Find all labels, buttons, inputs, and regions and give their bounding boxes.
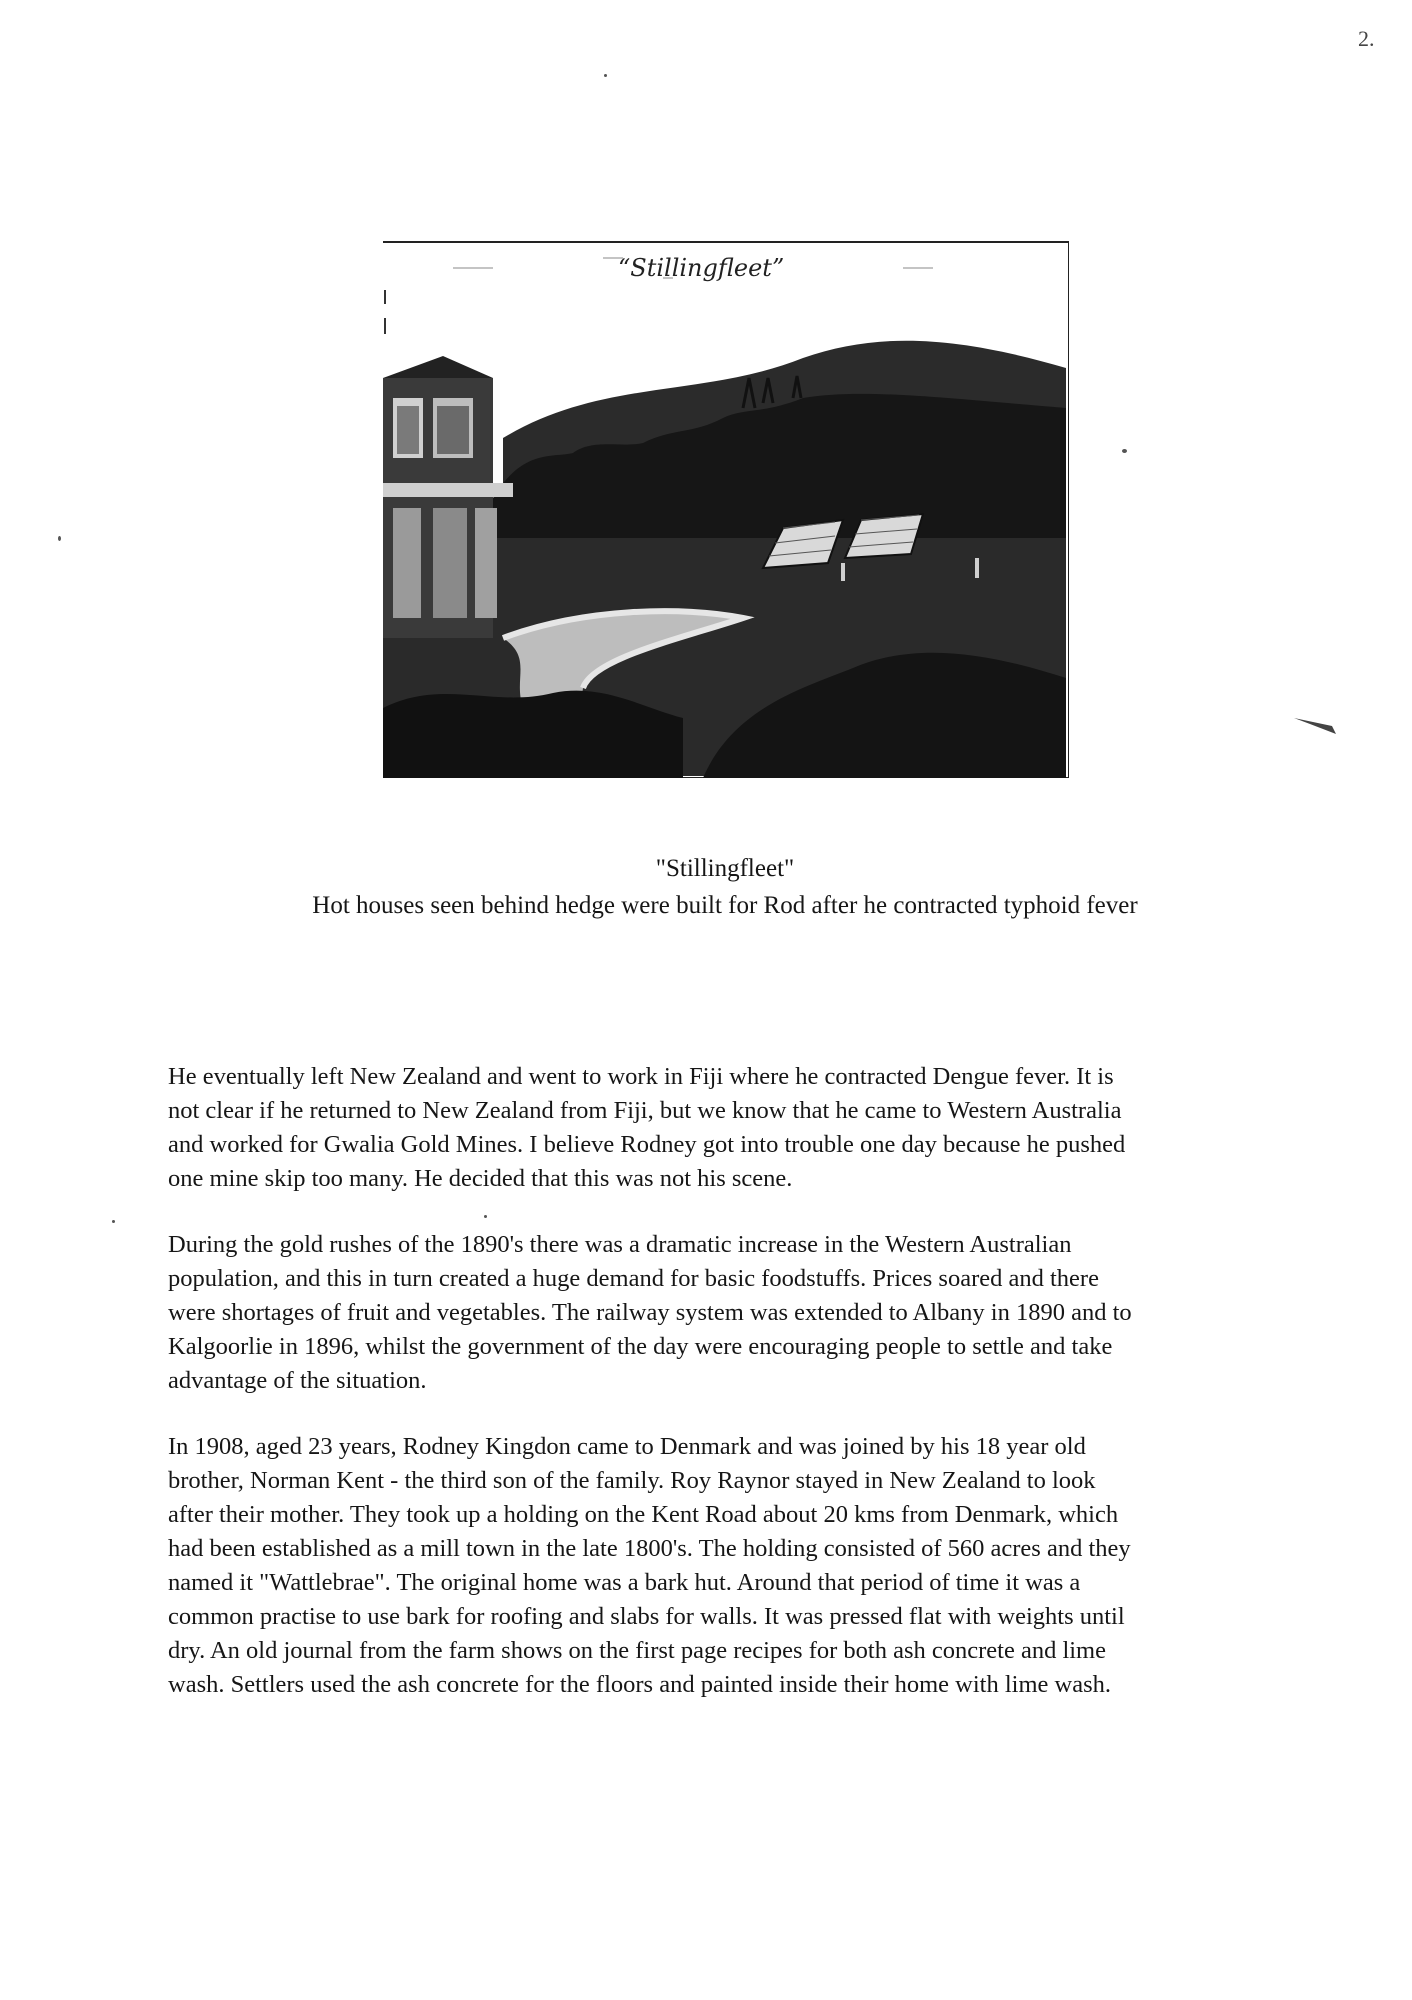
photo-illustration [383,238,1069,778]
text-line: dry. An old journal from the farm shows on the first page recipes for both ash concrete and lime [168,1637,1106,1664]
page-number: 2. [1358,26,1375,51]
text-line: common practise to use bark for roofing and slabs for walls. It was pressed flat with weights until [168,1603,1125,1630]
paragraph-2 [168,1228,1298,1398]
photo-caption-text: Hot houses seen behind hedge were built for Rod after he contracted typhoid fever [312,892,1138,919]
paragraph-1 [168,1060,1298,1196]
paragraph-3 [168,1430,1298,1702]
text-line: named it "Wattlebrae". The original home was a bark hut. Around that period of time it was a [168,1569,1081,1596]
text-line: not clear if he returned to New Zealand from Fiji, but we know that he came to Western Australia [168,1097,1122,1124]
text-line: one mine skip too many. He decided that this was not his scene. [168,1165,793,1192]
scan-mark [1292,708,1338,736]
stillingfleet-photograph [383,238,1069,778]
text-line: advantage of the situation. [168,1367,427,1394]
photo-handwritten-label: “Stillingfleet” [618,254,785,282]
text-line: had been established as a mill town in the late 1800's. The holding consisted of 560 acres and they [168,1535,1131,1562]
scan-speck [604,74,607,77]
text-line: brother, Norman Kent - the third son of the family. Roy Raynor stayed in New Zealand to look [168,1467,1096,1494]
text-line: were shortages of fruit and vegetables. The railway system was extended to Albany in 1890 and to [168,1299,1132,1326]
text-line: During the gold rushes of the 1890's there was a dramatic increase in the Western Australian [168,1231,1072,1258]
scan-speck [58,536,61,541]
scan-speck [1122,449,1127,453]
text-line: Kalgoorlie in 1896, whilst the government of the day were encouraging people to settle and take [168,1333,1113,1360]
text-line: and worked for Gwalia Gold Mines. I believe Rodney got into trouble one day because he pushed [168,1131,1126,1158]
text-line: He eventually left New Zealand and went to work in Fiji where he contracted Dengue fever. It is [168,1063,1114,1090]
scan-speck [112,1220,115,1223]
text-line: wash. Settlers used the ash concrete for the floors and painted inside their home with lime wash. [168,1671,1111,1698]
text-line: population, and this in turn created a huge demand for basic foodstuffs. Prices soared and there [168,1265,1099,1292]
text-line: after their mother. They took up a holding on the Kent Road about 20 kms from Denmark, which [168,1501,1119,1528]
text-line: In 1908, aged 23 years, Rodney Kingdon came to Denmark and was joined by his 18 year old [168,1433,1086,1460]
document-body [168,1060,1298,1734]
photo-caption-title: "Stillingfleet" [655,855,795,882]
